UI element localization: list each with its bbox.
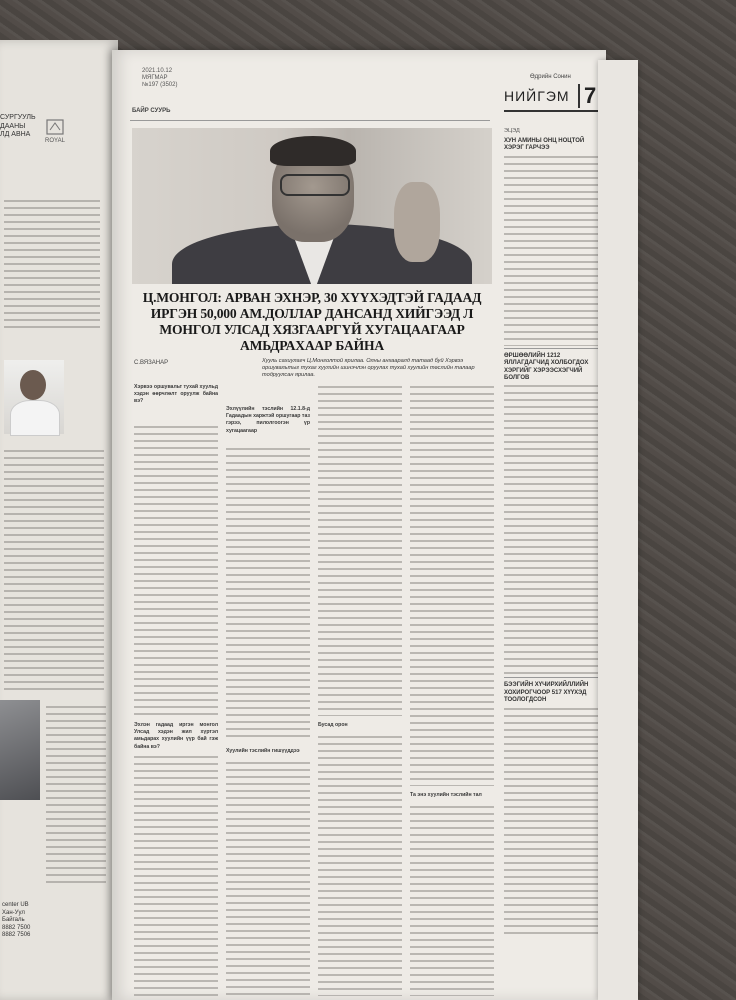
interview-photo xyxy=(132,128,492,284)
question-5: Бусад орон xyxy=(318,722,348,728)
column-2-text xyxy=(226,762,310,996)
column-3-text xyxy=(318,386,402,716)
weekday-text: МЯГМАР xyxy=(142,75,168,81)
left-heading-line: ДААНЫ xyxy=(0,122,26,130)
brief-label: ЭЦЭД xyxy=(504,128,520,134)
right-page-edge xyxy=(598,60,638,1000)
brief-1-text xyxy=(504,156,600,346)
news-briefs-column xyxy=(504,128,600,938)
issue-date xyxy=(142,68,177,89)
section-label: БАЙР СУУРЬ xyxy=(132,108,171,114)
brief-headline-2: ӨРШӨӨЛИЙН 1212 ЯЛЛАГДАГЧИД ХОЛБОГДОХ ХЭРГИЙГ ХЭРЭЭСХЭГЧИЙ БОЛГОВ xyxy=(504,352,589,382)
article-subhead: Хууль сахиулагч Ц.Монголтой ярилаа. Олны анхааралд татаад буй Хэрвээ оршувальтыг тухаг хуулийн шинэчлэн оруулах тухай хуулийн төслийн талаар тодруулсан ярилаа. xyxy=(262,358,475,378)
left-page-heading xyxy=(0,114,36,140)
column-4-text xyxy=(410,806,494,996)
question-2: Эхлэн гадаад иргэн монгол Улсад хэдэн жил хүртэл амьдарах хуулийн үүр бай гэж байна вэ? xyxy=(134,722,218,750)
date-text: 2021.10.12 xyxy=(142,68,173,74)
brief-headline-3: БЭЭГИЙН ХҮЧИРХИЙЛЛИЙН ХОХИРОГЧООР 517 ХҮҮХЭД ТООЛОГДСОН xyxy=(504,682,589,704)
masthead-brand: Өдрийн Сонин xyxy=(530,74,571,80)
column-4-text xyxy=(410,386,494,786)
footer-line: 8882 7506 xyxy=(2,932,31,938)
question-6: Та энэ хуулийн тэслийн тал xyxy=(410,792,482,798)
logo-text: ROYAL xyxy=(45,138,65,144)
left-text-block xyxy=(46,706,106,886)
question-3: Эхлүүлийн тэслийн 12.1.8-д Гадаадын харжтэй оршугаар таз гэрээ, пилолгоогэн үр хугацаагаар xyxy=(226,406,310,434)
column-1-text xyxy=(134,426,218,716)
column-3-text xyxy=(318,736,402,996)
main-page xyxy=(112,50,606,1000)
left-heading-line: СУРГУУЛЬ xyxy=(0,114,36,121)
section-name: НИЙГЭМ xyxy=(504,88,570,104)
article-headline: Ц.МОНГОЛ: АРВАН ЭХНЭР, 30 ХҮҮХЭДТЭЙ ГАДААД ИРГЭН 50,000 АМ.ДОЛЛАР ДАНСАНД ХИЙГЭЭД Л МОНГОЛ УЛСАД ХЯЗГААРГҮЙ ХУГАЦААГААР АМЬДРАХААР БАЙНА xyxy=(142,290,482,353)
column-1-text xyxy=(134,756,218,996)
page-number: 7 xyxy=(578,84,596,108)
top-rule xyxy=(130,120,490,121)
left-text-block xyxy=(4,200,100,330)
brief-headline-1: ХУН АМИНЫ ОНЦ НОЦТОЙ ХЭРЭГ ГАРЧЭЭ xyxy=(504,138,585,152)
brief-2-text xyxy=(504,385,600,675)
byline: С.ВЯЗАНАР xyxy=(134,360,169,366)
royal-logo xyxy=(44,118,66,144)
left-bottom-photo xyxy=(0,700,40,800)
left-page xyxy=(0,40,118,1000)
footer-line: 8882 7500 xyxy=(2,924,31,931)
left-heading-line: ЛД АВНА xyxy=(0,131,31,138)
footer-line: Хан-Уул xyxy=(2,909,25,916)
issue-number: №197 (3502) xyxy=(142,82,178,88)
left-portrait-photo xyxy=(4,360,64,434)
crest-icon xyxy=(44,118,66,136)
section-header xyxy=(504,83,600,112)
left-text-block xyxy=(4,450,104,690)
footer-line: Байгаль xyxy=(2,917,25,923)
left-footer xyxy=(2,902,30,940)
footer-line: center UB xyxy=(2,902,29,908)
column-2-text xyxy=(226,448,310,738)
question-1: Хэрвээ оршувальт тухай хуульд хэдэн өөрчлөлт оруулж байна вэ? xyxy=(134,384,218,405)
brief-3-text xyxy=(504,708,600,938)
question-4: Хуулийн тэслийн гишүүддээ xyxy=(226,748,300,754)
